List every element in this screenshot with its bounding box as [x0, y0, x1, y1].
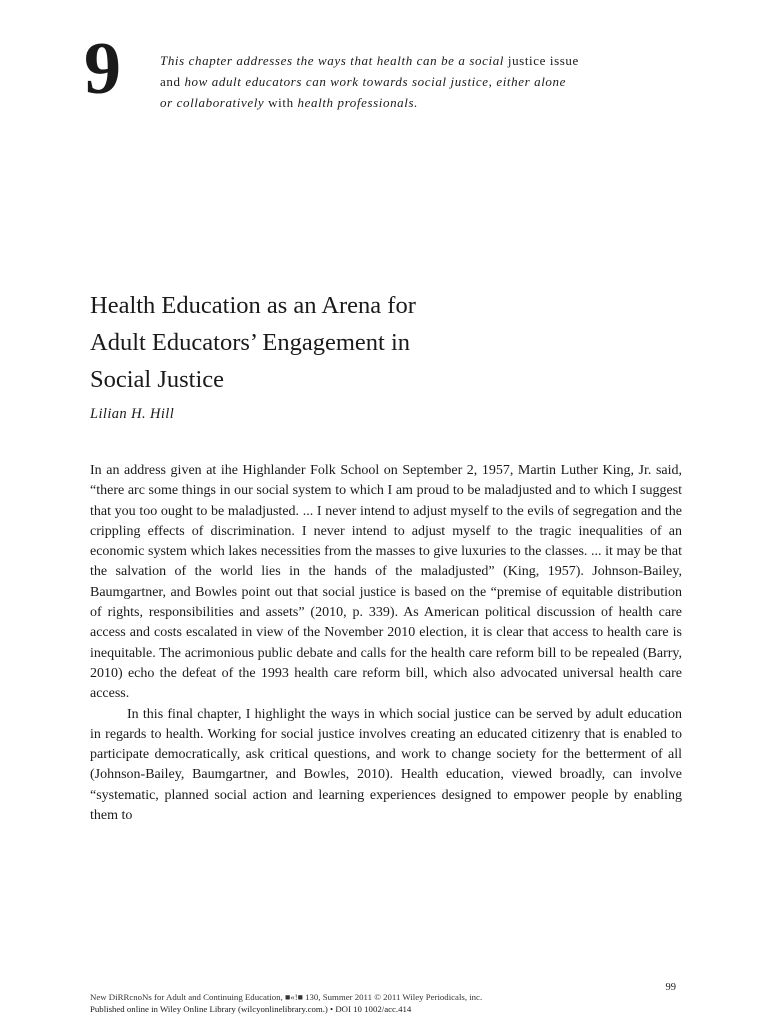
journal-citation: New DiRRcnoNs for Adult and Continuing Education, ■«!■ 130, Summer 2011 © 2011 Wiley Periodicals, inc. — [90, 992, 483, 1002]
author-name: Lilian H. Hill — [90, 406, 175, 422]
abstract-seg-1: This chapter addresses the ways that health can be a — [160, 53, 466, 68]
title-line: Social Justice — [90, 366, 225, 393]
body-paragraph: In an address given at ihe Highlander Folk School on September 2, 1957, Martin Luther King, Jr. said, “there arc some things in our social system to which I am proud to be maladjusted and to which I suggest that you too ought to be maladjusted. ... I never intend to adjust myself to the evils of segregation and the crippling effects of discrimination. I never intend to adjust myself to the tragic inequalities of an economic system which lakes necessities from the masses to give luxuries to the classes. ... it may be that the salvation of the world lies in the hands of the maladjusted” (King, 1957). Johnson-Bailey, Baumgartner, and Bowles point out that social justice is based on the “premise of equitable distribution of rights, responsibilities and assets” (2010, p. 339). As American political discussion of health care access and costs escalated in view of the November 2010 election, it is clear that access to health care is inequitable. The acrimonious public debate and calls for the health care reform bill to be repealed (Barry, 2010) echo the defeat of the 1993 health care reform bill, which also advocated universal health care access. — [90, 463, 682, 702]
abstract-seg-5: with — [268, 95, 294, 110]
chapter-abstract — [160, 50, 580, 113]
page-number: 99 — [665, 982, 676, 993]
abstract-seg-2: social — [469, 53, 505, 68]
abstract-seg-6: health professionals. — [297, 95, 418, 110]
publication-info: Published online in Wiley Online Library (wilcyonlinelibrary.com.) • DOI 10 1002/acc.414 — [90, 1004, 412, 1014]
title-line: Adult Educators’ Engagement in — [90, 329, 410, 356]
abstract-seg-4: how adult educators can work towards social justice, either alone or collaboratively — [160, 74, 566, 110]
article-title — [90, 287, 650, 398]
body-paragraph: In this final chapter, I highlight the ways in which social justice can be served by adult education in regards to health. Working for social justice involves creating an educated citizenry that is enabled to participate democratically, ask critical questions, and work to change society for the betterment of all (Johnson-Bailey, Baumgartner, and Bowles, 2010). Health education, viewed broadly, can involve “systematic, planned social action and learning experiences designed to empower people by enabling them to — [90, 706, 682, 824]
abstract-seg-3: justice issue and — [160, 53, 579, 89]
chapter-number: 9 — [84, 28, 121, 110]
title-line: Health Education as an Arena for — [90, 292, 416, 319]
article-body — [90, 461, 682, 826]
